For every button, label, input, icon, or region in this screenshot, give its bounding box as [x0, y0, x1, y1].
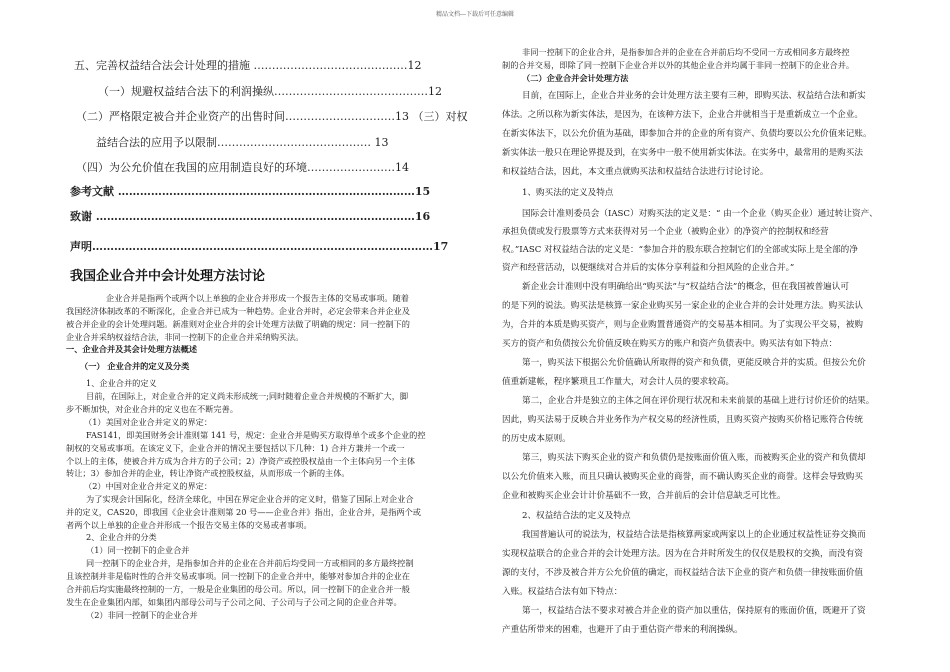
paragraph-line: 第二，企业合并是独立的主体之间在评价现行状况和未来前景的基础上进行讨价还价的结果。: [522, 396, 875, 406]
paragraph-line: 值重新建帐，程序繁琐且工作量大，对会计人员的要求较高。: [502, 377, 735, 387]
paragraph-line: 承担负债或发行股票等方式来获得对另一个企业（被购企业）的净资产的控制权和经营: [502, 227, 829, 237]
paragraph-line: 企业合并采纳权益结合法，非同一控制下的企业合并采纳购买法。: [66, 332, 304, 342]
paragraph-line: 且该控制并非是临时性的合并交易或事项。同一控制下的企业合并中，能够对参加合并的企业在: [66, 571, 410, 581]
paragraph-line: 制权的交易或事项。在该定义下，企业合并的情况主要包括以下几种：1) 合并方兼并一个或一: [66, 443, 405, 453]
toc-entry[interactable]: 五、完善权益结合法会计处理的措施 ……………………………………12: [74, 59, 422, 72]
paragraph-line: 产重估所带来的困难，也避开了由于重估资产带来的利润操纵。: [502, 625, 743, 635]
paragraph-line: 国际会计准则委员会（IASC）对购买法的定义是：“ 由一个企业（购买企业）通过转让资产、: [522, 209, 878, 219]
paragraph-line: （2）非同一控制下的企业合并: [86, 610, 198, 620]
paragraph-line: 并的定义，CAS20，即我国《企业会计准则第 20 号——企业合并》指出，企业合并，是指两个或: [66, 507, 421, 517]
paragraph-line: 企业合并是指两个或两个以上单独的企业合并形成一个报告主体的交易或事项。随着: [106, 293, 409, 303]
paragraph-line: 和权益结合法，因此，本文重点就购买法和权益结合法进行讨论讨论。: [502, 167, 769, 177]
paragraph-line: 为了实现会计国际化，经济全球化，中国在界定企业合并的定义时，借鉴了国际上对企业合: [86, 494, 414, 504]
paragraph-line: 买方的资产和负债按公允价值反映在购买方的账户和资产负债表中。购买法有如下特点：: [502, 339, 838, 349]
paragraph-line: 第三，购买法下购买企业的资产和负债仍是按账面价值入账，而被购买企业的资产和负债却: [522, 453, 866, 463]
toc-entry[interactable]: 致谢 ……………………………………………………………………………16: [70, 210, 431, 223]
paragraph-line: 1、企业合并的定义: [86, 378, 157, 388]
paragraph-line: （1）同一控制下的企业合并: [86, 545, 190, 555]
paragraph-line: 被合并企业的会计处理问题。新准则对企业合并的会计处理方法做了明确的规定：同一控制下的: [66, 319, 410, 329]
paragraph-line: 的历史成本原则。: [502, 434, 571, 444]
paragraph-line: 非同一控制下的企业合并，是指参加合并的企业在合并前后均不受同一方或相同多方最终控: [522, 47, 850, 57]
paragraph-line: 合并前后均实施最终控制的一方，一般是企业集团的母公司。所以，同一控制下的企业合并一般: [66, 584, 410, 594]
paragraph-line: 在新实体法下，以公允价值为基础，即参加合并的企业的所有资产、负债均要以公允价值来记账。: [502, 129, 872, 139]
toc-entry[interactable]: （一）规避权益结合法下的利润操纵……………………………………12: [98, 85, 442, 98]
paragraph-line: 第一，权益结合法不要求对被合并企业的资产加以重估，保持原有的账面价值，既避开了资: [522, 606, 866, 616]
paragraph-line: 2、企业合并的分类: [86, 532, 157, 542]
toc-entry[interactable]: 益结合法的应用予以限制…………………………………… 13: [96, 136, 389, 149]
paragraph-line: 步不断加快，对企业合并的定义也在不断完善。: [66, 404, 238, 414]
paragraph-line: 实现权益联合的企业合并的会计处理方法。因为在合并时所发生的仅仅是股权的交换，而没有资: [502, 549, 863, 559]
subsection-heading: （二）企业合并会计处理方法: [522, 73, 629, 83]
paragraph-line: 的是下列的说法。购买法是核算一家企业购买另一家企业的企业合并的会计处理方法。购买法认: [502, 301, 863, 311]
paragraph-line: 为，合并的本质是购买资产，则与企业购置普通资产的交易基本相同。为了实现公平交易，被购: [502, 320, 863, 330]
paragraph-line: FAS141，即美国财务会计准则第 141 号，规定：企业合并是购买方取得单个或多个企业的控: [86, 430, 426, 440]
paragraph-line: 入账。权益结合法有如下特点：: [502, 587, 623, 597]
paragraph-line: 目前，在国际上，对企业合并的定义尚未形成统一;同时随着企业合并规模的不断扩大，脚: [86, 391, 409, 401]
paragraph-line: 发生在企业集团内部，如集团内部母公司与子公司之间、子公司与子公司之间的企业合并等。: [66, 597, 402, 607]
paragraph-line: 权。”IASC 对权益结合法的定义是：“参加合并的股东联合控制它们的全部或实际上是全部的净: [502, 245, 858, 255]
toc-entry[interactable]: （二）严格限定被合并企业资产的出售时间…………………………13 （三）对权: [76, 110, 468, 123]
paragraph-line: 者两个以上单独的企业合并形成一个报告交易主体的交易或者事项。: [66, 520, 312, 530]
paragraph-line: （1）美国对企业合并定义的界定：: [84, 417, 213, 427]
paragraph-line: 新企业会计准则中没有明确给出“购买法”与“权益结合法”的概念，但在我国被普遍认可: [522, 282, 849, 292]
paragraph-line: （2）中国对企业合并定义的界定：: [84, 481, 213, 491]
paragraph-line: 目前，在国际上，企业合并业务的会计处理方法主要有三种，即购买法、权益结合法和新实: [522, 91, 866, 101]
paragraph-line: 制的合并交易，即除了同一控制下企业合并以外的其他企业合并均属于非同一控制下的企业合并。: [502, 60, 855, 70]
paragraph-line: 体法。之所以称为新实体法，是因为，在该种方法下，企业合并就相当于是重新成立一个企业。: [502, 110, 863, 120]
paragraph-line: 以公允价值来入账，而且只确认被购买企业的商誉，而不确认购买企业的商誉。这样会导致购买: [502, 472, 863, 482]
paragraph-line: 因此，购买法易于反映合并业务作为产权交易的经济性质，且购买资产按购买价格记账符合传统: [502, 415, 863, 425]
paragraph-line: 转让；3）参加合并的企业，转让净资产或控股权益，从而形成一个新的主体。: [66, 468, 350, 478]
article-title: 我国企业合并中会计处理方法讨论: [70, 269, 266, 284]
toc-entry[interactable]: 参考文献 ………………………………………………………………………15: [70, 185, 431, 198]
toc-entry[interactable]: （四）为公允价值在我国的应用制造良好的环境……………………14: [76, 161, 409, 174]
paragraph-line: 2、权益结合法的定义及特点: [522, 511, 631, 521]
header-note: 精品文档---下载后可任意编辑: [435, 11, 515, 18]
paragraph-line: 资产和经营活动，以便继续对合并后的实体分享利益和分担风险的企业合并。”: [502, 263, 795, 273]
subsection-heading: （一） 企业合并的定义及分类: [80, 361, 190, 371]
section-heading: 一、企业合并及其会计处理方法概述: [66, 344, 198, 354]
paragraph-line: 源的支付，不涉及被合并方公允价值的确定，而权益结合法下企业的资产和负债一律按账面价值: [502, 568, 863, 578]
paragraph-line: 1、购买法的定义及特点: [522, 188, 614, 198]
paragraph-line: 新实体法一般只在理论界提及到，在实务中一般不使用新实体法。在实务中，最常用的是购买法: [502, 148, 863, 158]
paragraph-line: 第一，购买法下根据公允价值确认所取得的资产和负债，更能反映合并的实质。但按公允价: [522, 358, 866, 368]
paragraph-line: 我国普遍认可的说法为，权益结合法是指核算两家或两家以上的企业通过权益性证券交换而: [522, 530, 866, 540]
paragraph-line: 同一控制下的企业合并，是指参加合并的企业在合并前后均受同一方或相同的多方最终控制: [86, 558, 414, 568]
toc-entry[interactable]: 声明…………………………………………………………………………………17: [70, 240, 449, 253]
paragraph-line: 我国经济体制改革的不断深化，企业合并已成为一种趋势。企业合并时，必定会带来合并企业及: [66, 306, 410, 316]
paragraph-line: 个以上的主体，使被合并方成为合并方的子公司；2）净资产或控股权益由一个主体向另一个主体: [66, 456, 416, 466]
paragraph-line: 企业和被购买企业会计计价基础不一致，合并前后的会计信息缺乏可比性。: [502, 491, 786, 501]
